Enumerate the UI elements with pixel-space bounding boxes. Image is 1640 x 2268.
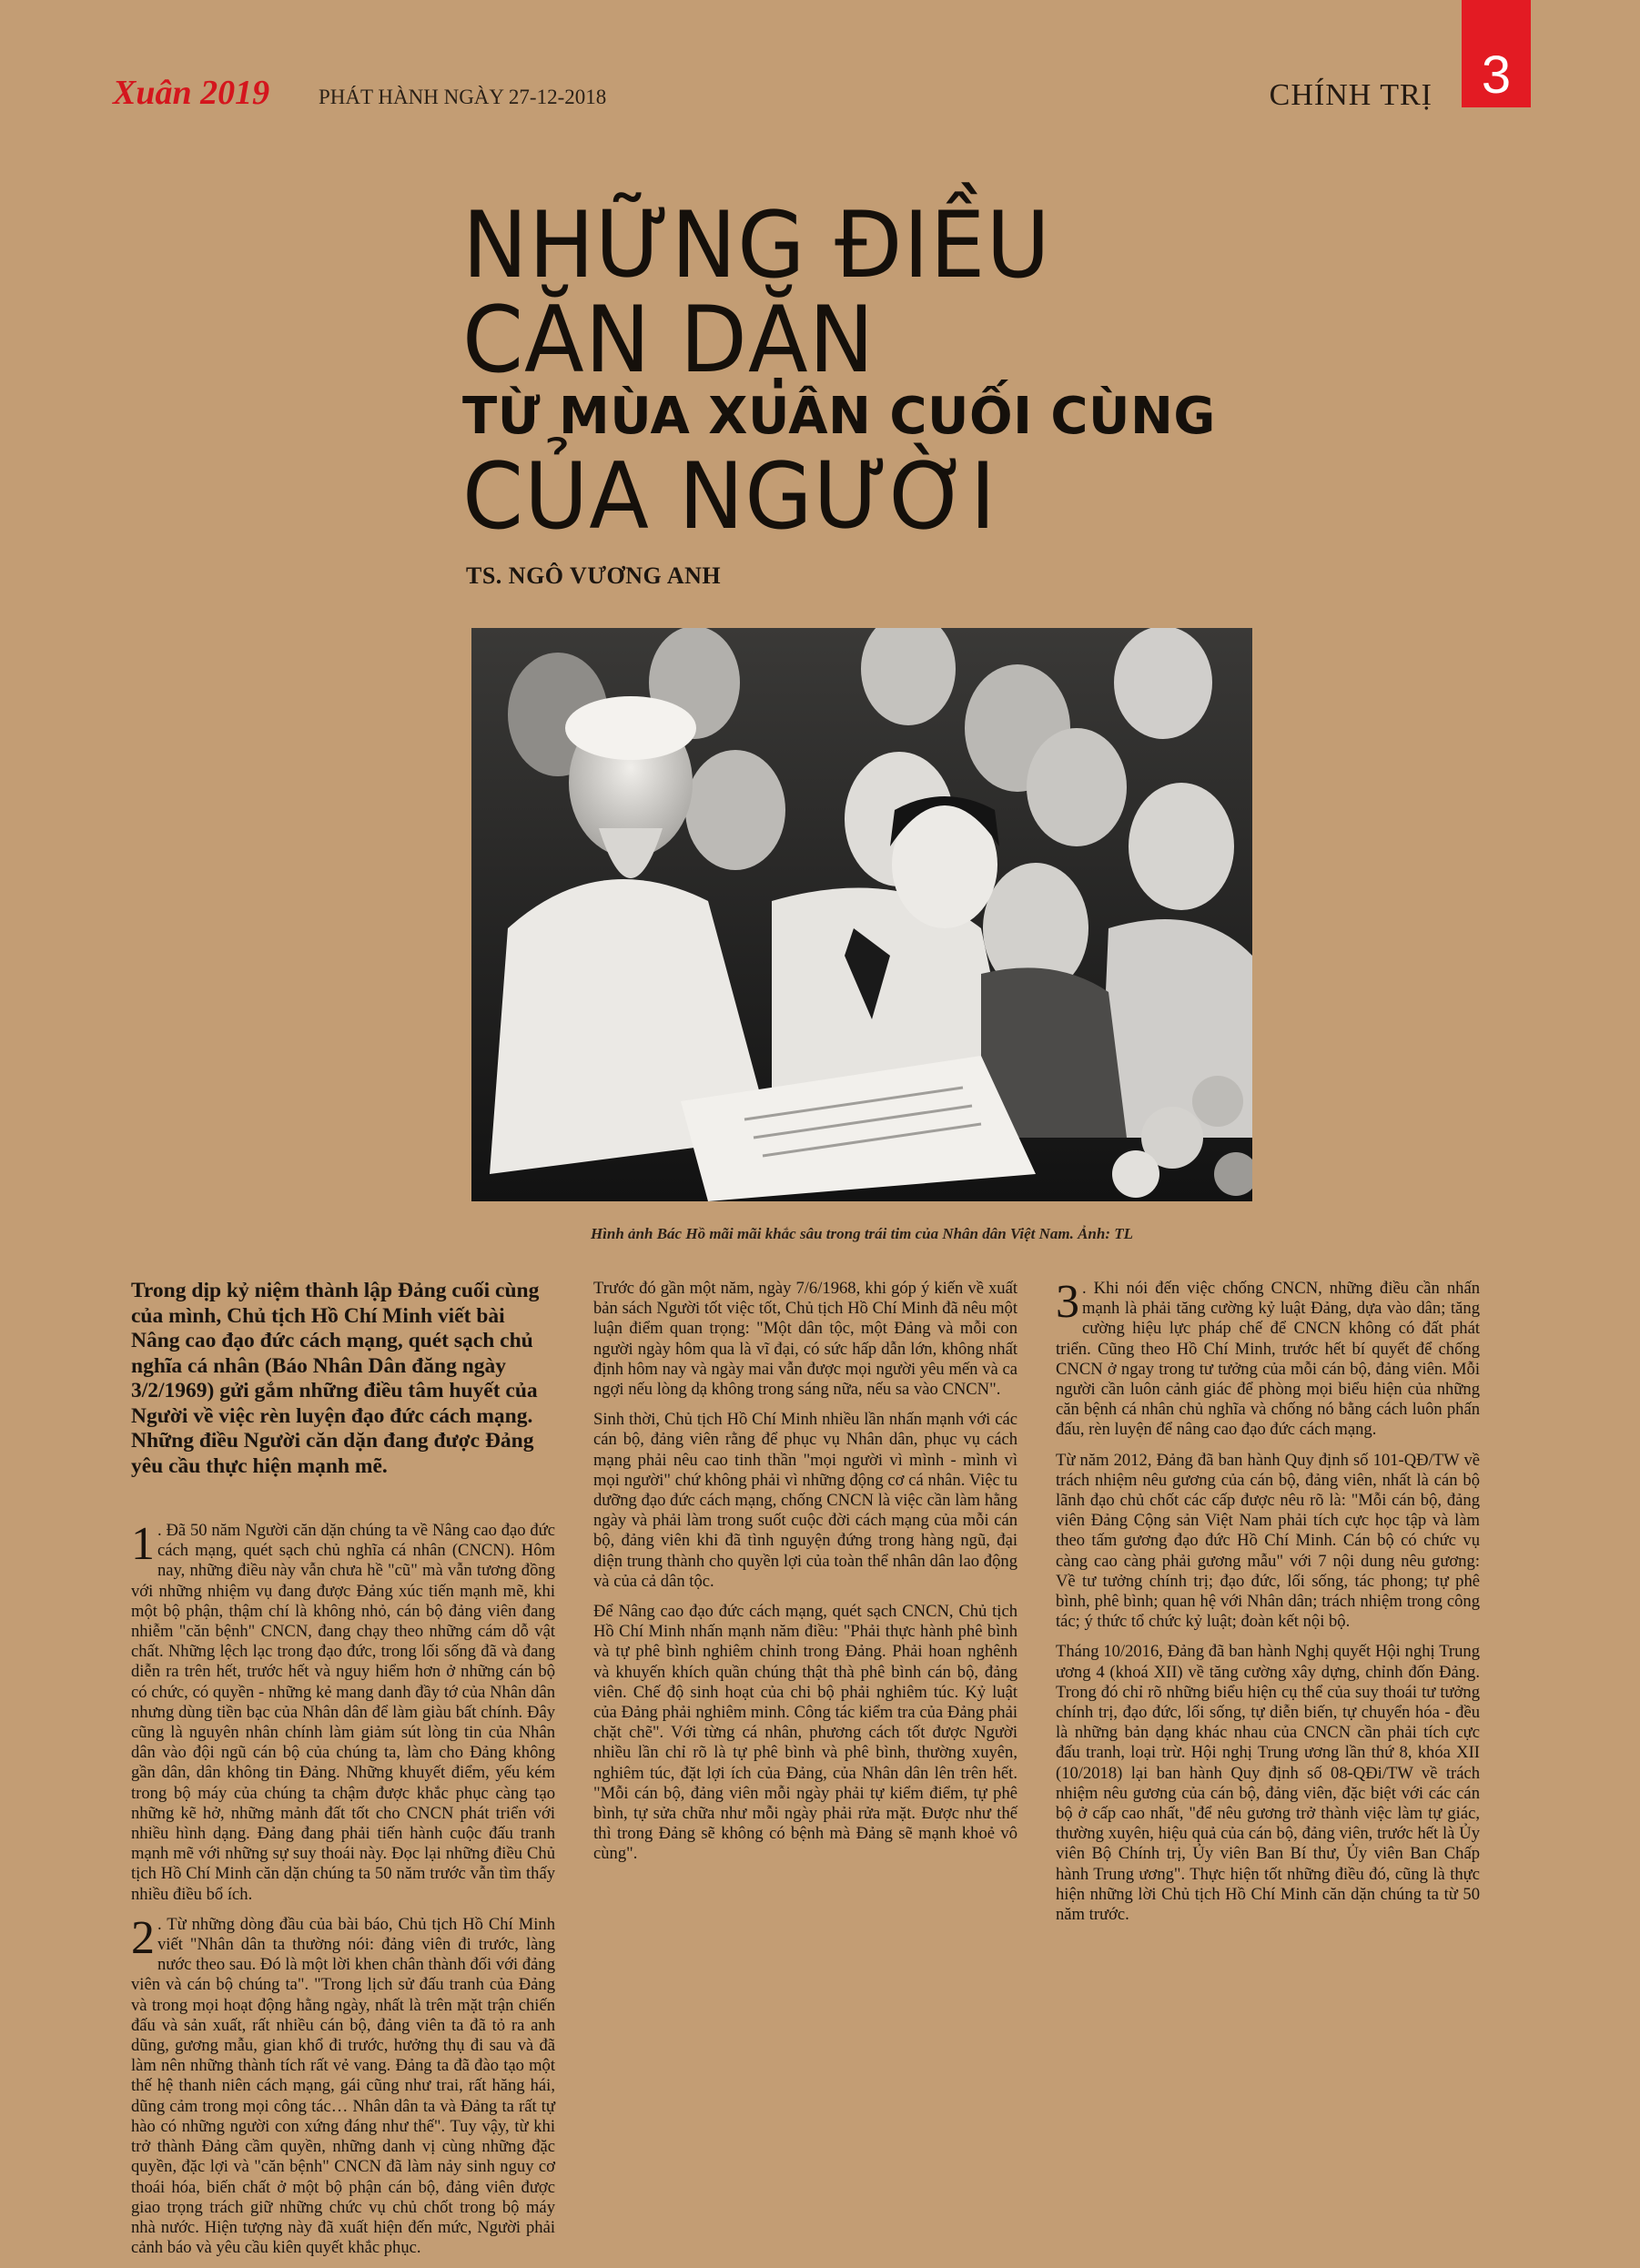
photo-illustration: [471, 628, 1252, 1201]
article-column-1: [131, 1279, 555, 2268]
article-headline: [462, 191, 1281, 551]
article-column-3: [1056, 1276, 1480, 1935]
headline-line-3: TỪ MÙA XUÂN CUỐI CÙNG: [462, 387, 1216, 446]
headline-line-2: CĂN DẶN: [462, 286, 876, 394]
section-2-text: . Từ những dòng đầu của bài báo, Chủ tịch Hồ Chí Minh viết "Nhân dân ta thường nói: đảng viên đi trước, làng nước theo sau. Đó là một lời khen chân thành đối với đảng viên và cán bộ chúng ta". "Trong lịch sử đấu tranh của Đảng và trong mọi hoạt động hằng ngày, nhất là trên mặt trận chiến đấu và sản xuất, rất nhiều cán bộ, đảng viên ta đã tỏ ra anh dũng, gương mẫu, gian khổ đi trước, hưởng thụ đi sau và đã làm nên những thành tích rất vẻ vang. Đảng ta đã đào tạo một thế hệ thanh niên cách mạng, gái cũng như trai, rất hăng hái, dũng cảm trong mọi công tác… Nhân dân ta và Đảng ta rất tự hào có những người con xứng đáng như thế". Tuy vậy, từ khi trở thành Đảng cầm quyền, những danh vị cùng những đặc quyền, đặc lợi và "căn bệnh" CNCN đã làm nảy sinh nguy cơ thoái hóa, biến chất ở một bộ phận cán bộ, đảng viên được giao trọng trách giữ những chức vụ chủ chốt trong bộ máy nhà nước. Hiện tượng này đã xuất hiện đến mức, Người phải cảnh báo và yêu cầu kiên quyết khắc phục.: [131, 1914, 555, 2258]
headline-line-4: CỦA NGƯỜI: [462, 442, 997, 551]
section-3: [1056, 1276, 1480, 1441]
paragraph-col2-1: Trước đó gần một năm, ngày 7/6/1968, khi góp ý kiến về xuất bản sách Người tốt việc tốt, Chủ tịch Hồ Chí Minh đã nêu một luận điểm quan trọng: "Một dân tộc, một Đảng và mỗi con người ngày hôm qua là vĩ đại, có sức hấp dẫn lớn, không nhất định hôm nay và ngày mai vẫn được mọi người yêu mến và ca ngợi nếu lòng dạ không trong sáng nữa, nếu sa vào CNCN".: [593, 1279, 1017, 1400]
section-3-text: . Khi nói đến việc chống CNCN, những điều cần nhấn mạnh là phải tăng cường kỷ luật Đảng, dựa vào dân; tăng cường hiệu lực pháp chế để CNCN không có đất phát triển. Cũng theo Hồ Chí Minh, trước hết bí quyết để chống CNCN ở ngay trong tư tưởng của mỗi cán bộ, đảng viên. Mỗi người cần luôn cảnh giác để phòng mọi biểu hiện của những căn bệnh cá nhân chủ nghĩa và chống nó bằng cách luôn phấn đấu, rèn luyện để nâng cao đạo đức cách mạng.: [1056, 1279, 1480, 1440]
release-date: PHÁT HÀNH NGÀY 27-12-2018: [319, 86, 607, 108]
photo-caption: Hình ảnh Bác Hồ mãi mãi khắc sâu trong trái tim của Nhân dân Việt Nam. Ảnh: TL: [590, 1225, 1134, 1242]
section-1-text: . Đã 50 năm Người căn dặn chúng ta về Nâng cao đạo đức cách mạng, quét sạch chủ nghĩa cá nhân (CNCN). Hôm nay, những điều này vẫn chưa hề "cũ" mà vẫn tương đồng với những nhiệm vụ đang được Đảng xúc tiến mạnh mẽ, khi một bộ phận, thậm chí là không nhỏ, cán bộ đảng viên đang nhiễm "căn bệnh" CNCN, đang chạy theo những cám dỗ vật chất. Những lệch lạc trong đạo đức, trong lối sống đã và đang diễn ra trên hết, trước hết và nguy hiểm hơn ở những cán bộ có chức, có quyền - những kẻ mang danh đầy tớ của Nhân dân nhưng dùng tiền bạc của Nhân dân để làm giàu bất chính. Đây cũng là nguyên nhân chính làm giảm sút lòng tin của Nhân dân vào đội ngũ cán bộ của chúng ta, làm cho Đảng không gần dân, dân không tin Đảng. Những khuyết điểm, yếu kém trong bộ máy của chúng ta chậm được khắc phục càng tạo những kẽ hở, những mảnh đất tốt cho CNCN phát triển với nhiều hình dạng. Đảng đang phải tiến hành cuộc đấu tranh mạnh mẽ với những sự suy thoái này. Đọc lại những điều Chủ tịch Hồ Chí Minh căn dặn chúng ta 50 năm trước vẫn tìm thấy nhiều điều bổ ích.: [131, 1521, 555, 1904]
page-number-box: [1462, 0, 1531, 107]
article-photo: [471, 628, 1252, 1201]
article-lead: Trong dịp kỷ niệm thành lập Đảng cuối cùng của mình, Chủ tịch Hồ Chí Minh viết bài Nâng cao đạo đức cách mạng, quét sạch chủ nghĩa cá nhân (Báo Nhân Dân đăng ngày 3/2/1969) gửi gắm những điều tâm huyết của Người về việc rèn luyện đạo đức cách mạng. Những điều Người căn dặn đang được Đảng yêu cầu thực hiện mạnh mẽ.: [131, 1279, 540, 1478]
paragraph-col2-3: Để Nâng cao đạo đức cách mạng, quét sạch CNCN, Chủ tịch Hồ Chí Minh nhấn mạnh năm điều: "Phải thực hành phê bình và tự phê bình nghiêm chỉnh trong Đảng. Phải hoan nghênh và khuyến khích quần chúng thật thà phê bình cán bộ, đảng viên. Chế độ sinh hoạt của chi bộ phải nghiêm túc. Kỷ luật của Đảng phải nghiêm minh. Công tác kiểm tra của Đảng phải chặt chẽ". Với từng cá nhân, phương cách tốt được Người nhiều lần chỉ rõ là tự phê bình và phê bình, thường xuyên, nghiêm túc, đặt lợi ích của Đảng, của Nhân dân lên trên hết. "Mỗi cán bộ, đảng viên mỗi ngày phải tự kiểm điểm, tự phê bình, tự sửa chữa như mỗi ngày phải rửa mặt. Được như thế thì trong Đảng sẽ không có bệnh mà Đảng sẽ mạnh khoẻ vô cùng".: [593, 1602, 1017, 1864]
paragraph-col2-2: Sinh thời, Chủ tịch Hồ Chí Minh nhiều lần nhấn mạnh với các cán bộ, đảng viên rằng để phục vụ Nhân dân, phục vụ cách mạng phải nêu cao tinh thần "mọi người vì mình - mình vì mọi người" chứ không phải vì những động cơ cá nhân. Việc tu dưỡng đạo đức cách mạng, chống CNCN là việc cần làm hằng ngày và phải làm trong suốt cuộc đời cách mạng của mỗi cán bộ, đảng viên khi đã tình nguyện đứng trong hàng ngũ, đại diện trung thành cho quyền lợi của toàn thể nhân dân lao động và của cả dân tộc.: [593, 1410, 1017, 1591]
issue-name: Xuân 2019: [113, 74, 270, 112]
section-2-number: 2: [131, 1911, 155, 1964]
paragraph-col3-3: Tháng 10/2016, Đảng đã ban hành Nghị quyết Hội nghị Trung ương 4 (khoá XII) về tăng cường xây dựng, chỉnh đốn Đảng. Trong đó chỉ rõ những biểu hiện cụ thể của suy thoái tư tưởng chính trị, đạo đức, lối sống, tự diễn biến, tự chuyển hóa - đều là những bản dạng khác nhau của CNCN cần phải tích cực đấu tranh, loại trừ. Hội nghị Trung ương lần thứ 8, khóa XII (10/2018) lại ban hành Quy định số 08-QĐi/TW về trách nhiệm nêu gương của cán bộ, đảng viên, đặc biệt với các cán bộ ở cấp cao nhất, "để nêu gương trở thành việc làm tự giác, thường xuyên, hiệu quả của cán bộ, đảng viên, trước hết là Ủy viên Bộ Chính trị, Ủy viên Ban Bí thư, Ủy viên Ban Chấp hành Trung ương". Thực hiện tốt những điều đó, cũng là thực hiện những lời Chủ tịch Hồ Chí Minh căn dặn chúng ta từ 50 năm trước.: [1056, 1642, 1480, 1925]
headline-line-1: NHỮNG ĐIỀU: [462, 191, 1051, 299]
page-number: 3: [1481, 46, 1512, 105]
section-1-number: 1: [131, 1518, 155, 1570]
section-2: [131, 1911, 555, 2258]
article-column-2: [593, 1279, 1017, 1875]
section-3-number: 3: [1056, 1276, 1079, 1328]
author-byline: TS. NGÔ VƯƠNG ANH: [466, 562, 722, 589]
page-header: [0, 0, 1640, 118]
section-1: [131, 1518, 555, 1905]
section-name: CHÍNH TRỊ: [1269, 78, 1432, 112]
paragraph-col3-2: Từ năm 2012, Đảng đã ban hành Quy định số 101-QĐ/TW về trách nhiệm nêu gương của cán bộ, đảng viên, nhất là cán bộ lãnh đạo chủ chốt các cấp được nêu rõ là: "Mỗi cán bộ, đảng viên Đảng Cộng sản Việt Nam phải tích cực học tập và làm theo tấm gương đạo đức Hồ Chí Minh. Cán bộ có chức vụ càng cao càng phải gương mẫu" với 7 nội dung nêu gương: Về tư tưởng chính trị; đạo đức, lối sống, tác phong; tự phê bình, phê bình; quan hệ với Nhân dân; trách nhiệm trong công tác; ý thức tổ chức kỷ luật; đoàn kết nội bộ.: [1056, 1450, 1480, 1632]
